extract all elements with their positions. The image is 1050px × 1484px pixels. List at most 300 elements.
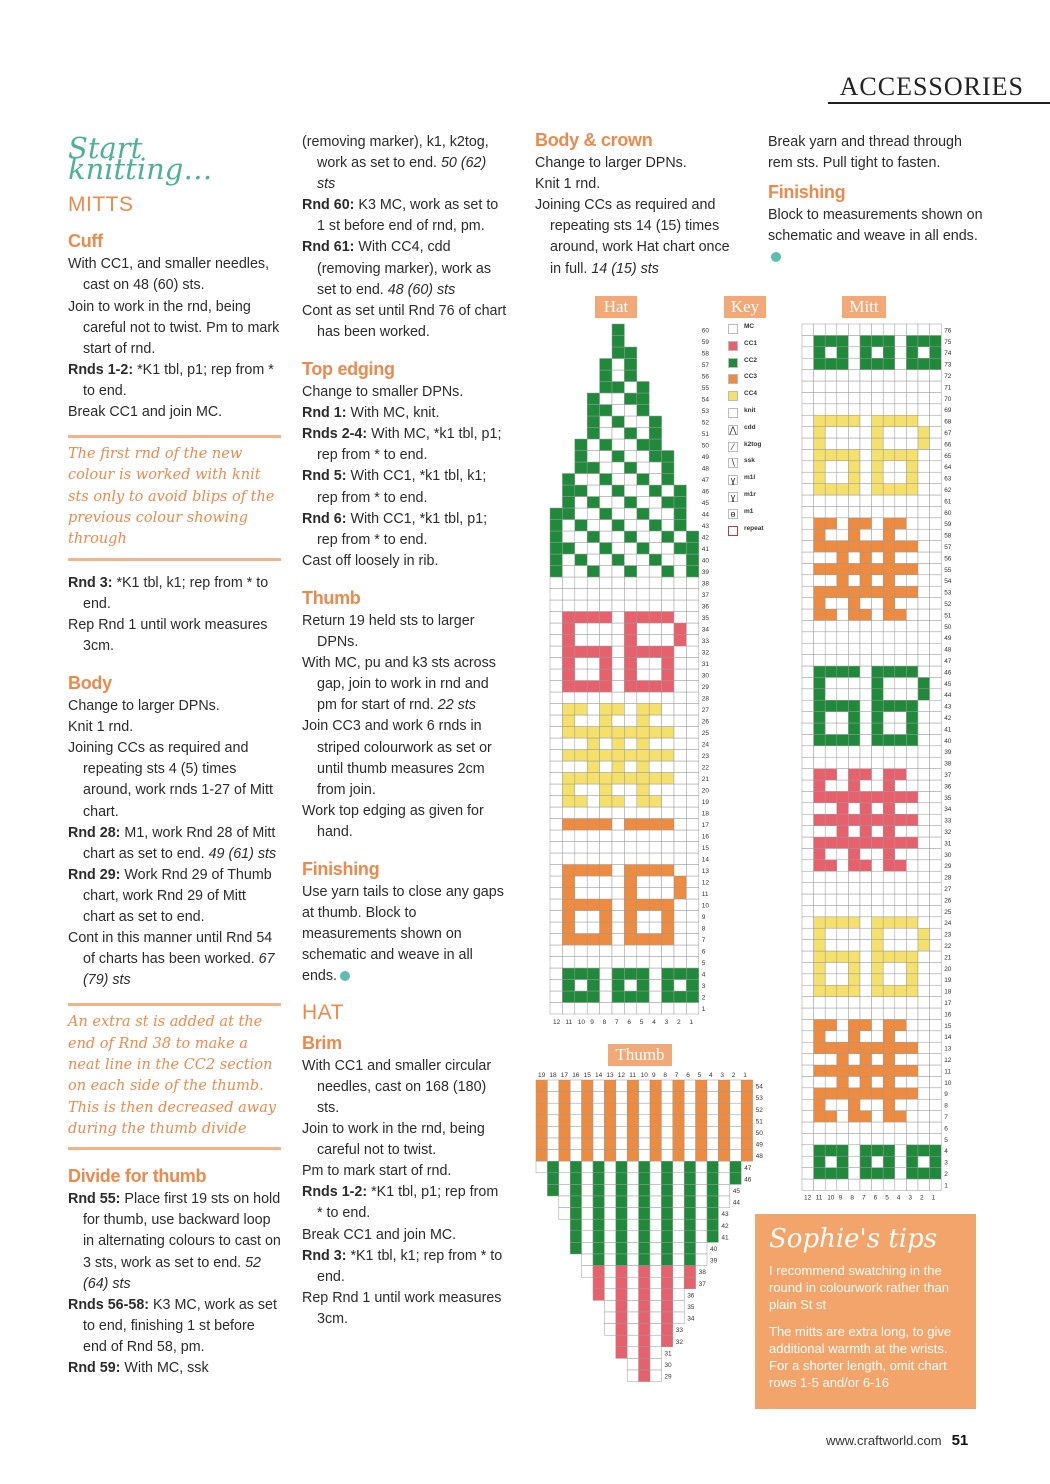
chart-cell [918, 655, 930, 666]
chart-cell [848, 1145, 860, 1156]
chart-cell [918, 427, 930, 438]
chart-col-number: 15 [583, 1072, 591, 1079]
chart-cell [872, 746, 884, 757]
chart-cell [662, 600, 674, 612]
chart-cell [593, 1150, 604, 1162]
chart-cell [837, 449, 849, 460]
key-swatch: ɣ [728, 475, 738, 485]
chart-cell [906, 586, 918, 597]
chart-cell [883, 484, 895, 495]
chart-row-number: 36 [701, 603, 710, 611]
chart-cell [906, 951, 918, 962]
chart-row-number: 58 [701, 350, 710, 358]
chart-cell [814, 632, 826, 643]
chart-col-number: 11 [565, 1019, 573, 1026]
instruction-line: Rep Rnd 1 until work measures 3cm. [302, 1289, 502, 1327]
chart-cell [814, 347, 826, 358]
chart-cell [930, 1156, 942, 1167]
chart-cell [627, 1300, 638, 1312]
chart-cell [616, 1277, 627, 1289]
key-swatch [728, 374, 738, 384]
chart-cell [612, 347, 624, 359]
chart-cell [860, 860, 872, 871]
chart-cell [918, 438, 930, 449]
chart-cell [883, 620, 895, 631]
chart-cell [696, 1231, 707, 1243]
chart-cell [825, 974, 837, 985]
chart-cell [624, 623, 636, 635]
chart-row-number: 49 [701, 454, 710, 461]
chart-cell [562, 704, 574, 716]
chart-cell [639, 1358, 650, 1370]
chart-cell [662, 819, 674, 831]
chart-cell [918, 769, 930, 780]
chart-cell [825, 563, 837, 574]
chart-cell [802, 563, 814, 574]
chart-cell [587, 842, 599, 854]
chart-cell [662, 577, 674, 589]
chart-cell [684, 1242, 695, 1254]
chart-cell [637, 393, 649, 405]
chart-cell [930, 347, 942, 358]
chart-cell [837, 974, 849, 985]
chart-cell [730, 1092, 741, 1104]
chart-cell [848, 335, 860, 346]
chart-cell [883, 769, 895, 780]
chart-cell [612, 439, 624, 451]
chart-row-number: 38 [701, 580, 710, 588]
chart-col-number: 4 [709, 1072, 713, 1079]
chart-cell [918, 335, 930, 346]
chart-cell [825, 1122, 837, 1133]
chart-cell [825, 1133, 837, 1144]
chart-cell [802, 1088, 814, 1099]
chart-cell [872, 575, 884, 586]
chart-cell [674, 784, 686, 796]
chart-cell [930, 518, 942, 529]
chart-cell [649, 715, 661, 727]
chart-cell [883, 1179, 895, 1190]
chart-cell [673, 1115, 684, 1127]
chart-cell [860, 677, 872, 688]
chart-cell [612, 416, 624, 428]
chart-cell [814, 962, 826, 973]
chart-cell [930, 335, 942, 346]
chart-cell [872, 1179, 884, 1190]
chart-cell [883, 826, 895, 837]
instruction-line: Rnd 6: With CC1, *k1 tbl, p1; rep from * to end. [302, 510, 488, 548]
chart-cell [848, 438, 860, 449]
chart-cell [837, 1179, 849, 1190]
chart-cell [837, 632, 849, 643]
chart-cell [612, 600, 624, 612]
chart-cell [906, 928, 918, 939]
chart-cell [930, 734, 942, 745]
chart-cell [730, 1161, 741, 1173]
chart-cell [825, 1099, 837, 1110]
body-crown-heading: Body & crown [535, 130, 653, 150]
chart-cell [624, 554, 636, 566]
chart-cell [825, 905, 837, 916]
chart-cell [848, 552, 860, 563]
chart-cell [918, 837, 930, 848]
chart-col-number: 5 [697, 1072, 702, 1079]
chart-cell [825, 1008, 837, 1019]
chart-cell [930, 404, 942, 415]
chart-cell [593, 1161, 604, 1173]
chart-cell [837, 586, 849, 597]
chart-cell [814, 1008, 826, 1019]
chart-cell [825, 643, 837, 654]
chart-row-number: 49 [944, 635, 952, 643]
chart-cell [624, 842, 636, 854]
chart-cell [837, 1133, 849, 1144]
chart-cell [637, 508, 649, 520]
chart-cell [802, 449, 814, 460]
chart-cell [918, 370, 930, 381]
key-swatch: ɣ [728, 492, 738, 502]
chart-row-number: 32 [675, 1338, 684, 1346]
chart-row-number: 11 [944, 1068, 951, 1076]
chart-cell [624, 761, 636, 773]
chart-cell [536, 1161, 547, 1173]
chart-cell [600, 600, 612, 612]
chart-cell [639, 1126, 650, 1138]
chart-row-number: 30 [664, 1362, 672, 1369]
chart-row-number: 21 [944, 954, 952, 962]
chart-cell [562, 508, 574, 520]
key-swatch [728, 341, 738, 351]
chart-cell [802, 620, 814, 631]
chart-cell [802, 677, 814, 688]
chart-cell [883, 427, 895, 438]
chart-cell [814, 689, 826, 700]
chart-cell [550, 968, 562, 980]
chart-cell [883, 1122, 895, 1133]
chart-cell [872, 848, 884, 859]
chart-cell [649, 888, 661, 900]
chart-cell [906, 985, 918, 996]
chart-cell [802, 461, 814, 472]
chart-cell [918, 415, 930, 426]
chart-cell [582, 1242, 593, 1254]
chart-cell [848, 1065, 860, 1076]
chart-cell [604, 1115, 615, 1127]
chart-cell [616, 1219, 627, 1231]
chart-cell [930, 1076, 942, 1087]
chart-cell [547, 1126, 558, 1138]
chart-cell [600, 865, 612, 877]
chart-cell [575, 727, 587, 739]
chart-cell [587, 658, 599, 670]
chart-cell [906, 962, 918, 973]
chart-col-number: 1 [931, 1194, 936, 1202]
chart-cell [612, 554, 624, 566]
chart-col-number: 6 [873, 1194, 878, 1202]
chart-cell [848, 814, 860, 825]
chart-cell [895, 655, 907, 666]
chart-cell [883, 917, 895, 928]
chart-cell [637, 1003, 649, 1015]
chart-cell [883, 1088, 895, 1099]
chart-cell [649, 612, 661, 624]
chart-cell [570, 1080, 581, 1092]
chart-cell [895, 837, 907, 848]
chart-cell [707, 1115, 718, 1127]
chart-cell [837, 734, 849, 745]
chart-cell [883, 666, 895, 677]
chart-row-number: 44 [732, 1199, 741, 1207]
chart-cell [930, 700, 942, 711]
chart-cell [918, 962, 930, 973]
chart-cell [616, 1324, 627, 1336]
chart-cell [649, 830, 661, 842]
chart-cell [802, 803, 814, 814]
chart-cell [562, 888, 574, 900]
chart-cell [837, 791, 849, 802]
chart-cell [918, 1076, 930, 1087]
chart-cell [895, 461, 907, 472]
chart-cell [684, 1150, 695, 1162]
chart-cell [883, 1133, 895, 1144]
chart-cell [649, 853, 661, 865]
chart-cell [649, 692, 661, 704]
chart-cell [637, 899, 649, 911]
chart-col-number: 16 [572, 1072, 580, 1079]
chart-row-number: 67 [944, 430, 952, 437]
chart-cell [895, 529, 907, 540]
chart-cell [837, 757, 849, 768]
chart-cell [570, 1103, 581, 1115]
chart-cell [637, 428, 649, 440]
chart-cell [562, 922, 574, 934]
chart-cell [802, 381, 814, 392]
chart-cell [860, 381, 872, 392]
chart-cell [872, 1156, 884, 1167]
chart-cell [649, 658, 661, 670]
chart-cell [661, 1150, 672, 1162]
chart-cell [674, 635, 686, 647]
chart-cell [825, 427, 837, 438]
chart-cell [547, 1092, 558, 1104]
chart-cell [918, 484, 930, 495]
chart-cell [860, 1122, 872, 1133]
chart-cell [674, 600, 686, 612]
chart-cell [837, 415, 849, 426]
chart-cell [918, 563, 930, 574]
chart-cell [575, 612, 587, 624]
chart-row-number: 42 [944, 715, 952, 722]
chart-cell [559, 1138, 570, 1150]
chart-cell [930, 689, 942, 700]
chart-col-number: 13 [606, 1072, 614, 1079]
chart-cell [825, 449, 837, 460]
chart-cell [906, 1156, 918, 1167]
chart-cell [624, 830, 636, 842]
chart-cell [883, 848, 895, 859]
chart-cell [649, 451, 661, 463]
chart-cell [639, 1347, 650, 1359]
chart-cell [674, 738, 686, 750]
chart-cell [883, 803, 895, 814]
chart-cell [650, 1219, 661, 1231]
chart-cell [707, 1080, 718, 1092]
chart-cell [872, 871, 884, 882]
chart-cell [895, 495, 907, 506]
chart-cell [848, 985, 860, 996]
chart-cell [650, 1126, 661, 1138]
chart-cell [612, 773, 624, 785]
chart-cell [825, 472, 837, 483]
chart-cell [848, 723, 860, 734]
chart-cell [814, 1111, 826, 1122]
instruction-line: Pm to mark start of rnd. [302, 1163, 452, 1180]
page-number: 51 [951, 1432, 969, 1449]
chart-cell [848, 643, 860, 654]
chart-cell [662, 853, 674, 865]
chart-cell [662, 773, 674, 785]
chart-cell [718, 1196, 729, 1208]
chart-cell [624, 704, 636, 716]
chart-cell [906, 1088, 918, 1099]
chart-cell [600, 692, 612, 704]
chart-cell [848, 746, 860, 757]
chart-row-number: 37 [701, 592, 710, 599]
chart-cell [600, 1003, 612, 1015]
chart-cell [906, 917, 918, 928]
chart-cell [895, 1042, 907, 1053]
chart-cell [837, 723, 849, 734]
chart-cell [686, 865, 698, 877]
chart-cell [918, 358, 930, 369]
chart-cell [624, 508, 636, 520]
chart-cell [600, 508, 612, 520]
chart-cell [848, 1168, 860, 1179]
chart-cell [587, 784, 599, 796]
chart-cell [872, 1133, 884, 1144]
chart-cell [814, 940, 826, 951]
chart-cell [587, 566, 599, 578]
chart-row-number: 31 [701, 661, 710, 668]
chart-cell [575, 485, 587, 497]
chart-cell [674, 750, 686, 762]
chart-cell [582, 1184, 593, 1196]
chart-cell [918, 404, 930, 415]
chart-cell [575, 566, 587, 578]
chart-cell [661, 1138, 672, 1150]
chart-row-number: 43 [944, 703, 952, 711]
chart-cell [559, 1184, 570, 1196]
chart-cell [661, 1184, 672, 1196]
chart-cell [718, 1138, 729, 1150]
chart-cell [883, 1008, 895, 1019]
chart-row-number: 3 [701, 983, 706, 990]
chart-cell [802, 438, 814, 449]
chart-cell [930, 1122, 942, 1133]
chart-cell [825, 495, 837, 506]
chart-cell [639, 1242, 650, 1254]
chart-cell [802, 1145, 814, 1156]
chart-cell [802, 655, 814, 666]
chart-cell [860, 1042, 872, 1053]
chart-cell [575, 796, 587, 808]
chart-cell [883, 506, 895, 517]
chart-cell [837, 1099, 849, 1110]
chart-cell [575, 945, 587, 957]
chart-cell [814, 324, 826, 335]
chart-cell [637, 945, 649, 957]
chart-cell [550, 876, 562, 888]
chart-cell [600, 623, 612, 635]
chart-cell [587, 416, 599, 428]
chart-cell [906, 632, 918, 643]
chart-cell [814, 643, 826, 654]
chart-cell [906, 905, 918, 916]
chart-cell [575, 738, 587, 750]
chart-cell [802, 495, 814, 506]
chart-cell [612, 393, 624, 405]
chart-cell [730, 1173, 741, 1185]
chart-cell [906, 415, 918, 426]
chart-cell [600, 681, 612, 693]
chart-cell [686, 830, 698, 842]
chart-cell [860, 814, 872, 825]
chart-row-number: 45 [732, 1188, 741, 1195]
chart-cell [627, 1358, 638, 1370]
brim-instructions [302, 1056, 507, 1330]
chart-cell [848, 563, 860, 574]
chart-cell [562, 577, 574, 589]
chart-cell [814, 495, 826, 506]
chart-cell [802, 1111, 814, 1122]
chart-cell [559, 1103, 570, 1115]
chart-cell [624, 600, 636, 612]
chart-cell [825, 552, 837, 563]
chart-col-number: 9 [590, 1019, 594, 1026]
chart-cell [624, 669, 636, 681]
chart-cell [637, 819, 649, 831]
chart-cell [673, 1231, 684, 1243]
chart-cell [559, 1161, 570, 1173]
chart-cell [674, 865, 686, 877]
chart-cell [562, 899, 574, 911]
chart-cell [639, 1254, 650, 1266]
chart-cell [593, 1080, 604, 1092]
chart-cell [604, 1300, 615, 1312]
chart-cell [848, 586, 860, 597]
chart-cell [587, 796, 599, 808]
chart-cell [837, 427, 849, 438]
instruction-line: Cast off loosely in rib. [302, 552, 439, 569]
chart-cell [837, 518, 849, 529]
chart-cell [673, 1150, 684, 1162]
chart-cell [860, 928, 872, 939]
chart-cell [550, 727, 562, 739]
chart-cell [860, 598, 872, 609]
chart-cell [547, 1103, 558, 1115]
instruction-line: Work top edging as given for hand. [302, 802, 484, 840]
chart-cell [930, 837, 942, 848]
chart-cell [872, 518, 884, 529]
instruction-line: Join to work in the rnd, being careful not to twist. Pm to mark start of rnd. [68, 298, 280, 357]
chart-cell [930, 712, 942, 723]
chart-row-number: 22 [701, 764, 710, 772]
chart-cell [612, 922, 624, 934]
chart-cell [562, 554, 574, 566]
chart-cell [612, 727, 624, 739]
chart-cell [674, 853, 686, 865]
chart-cell [575, 692, 587, 704]
